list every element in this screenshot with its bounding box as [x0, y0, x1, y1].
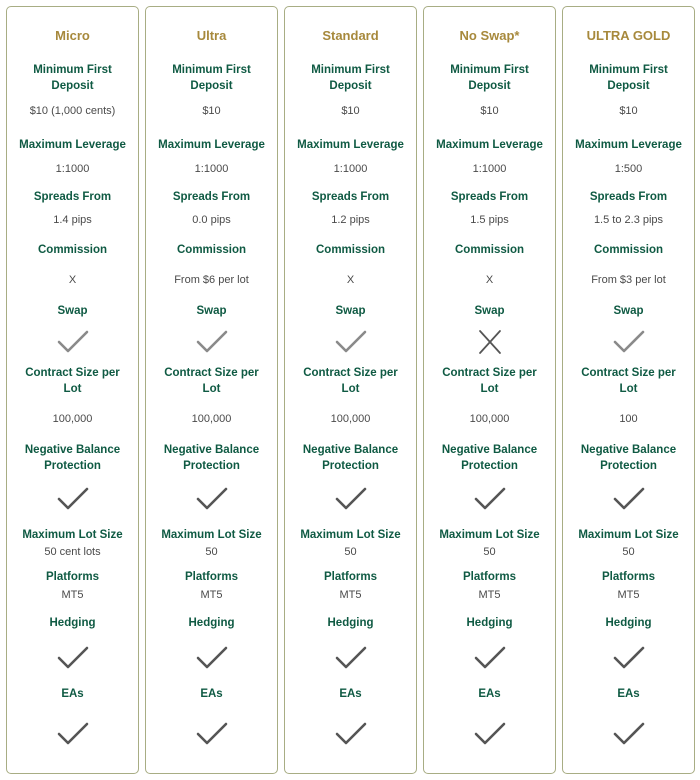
max-leverage-value: 1:1000	[55, 163, 90, 175]
max-leverage-value: 1:1000	[333, 163, 368, 175]
account-name: Ultra	[196, 28, 227, 43]
check-icon	[474, 644, 506, 672]
eas-label: EAs	[478, 688, 501, 700]
check-icon	[57, 644, 89, 672]
check-icon	[474, 720, 506, 748]
check-icon	[196, 644, 228, 672]
platforms-value: MT5	[617, 589, 640, 601]
eas-label: EAs	[339, 688, 362, 700]
check-icon	[196, 328, 228, 356]
contract-size-label: Contract Size per Lot	[303, 367, 398, 395]
max-leverage-label: Maximum Leverage	[436, 139, 543, 151]
platforms-value: MT5	[200, 589, 223, 601]
nbp-label: Negative Balance Protection	[302, 444, 399, 472]
account-card	[562, 6, 695, 774]
min-deposit-value: $10 (1,000 cents)	[29, 105, 116, 117]
spreads-value: 1.2 pips	[331, 214, 370, 226]
commission-value: X	[346, 274, 355, 286]
max-lot-value: 50	[344, 546, 357, 558]
max-leverage-label: Maximum Leverage	[297, 139, 404, 151]
contract-size-label: Contract Size per Lot	[581, 367, 676, 395]
spreads-value: 1.4 pips	[53, 214, 92, 226]
contract-size-value: 100	[619, 413, 638, 425]
max-lot-value: 50	[622, 546, 635, 558]
account-name: Micro	[55, 28, 90, 43]
max-leverage-label: Maximum Leverage	[575, 139, 682, 151]
commission-label: Commission	[454, 244, 524, 256]
nbp-label: Negative Balance Protection	[163, 444, 260, 472]
swap-label: Swap	[613, 305, 644, 317]
max-leverage-value: 1:500	[614, 163, 643, 175]
nbp-label: Negative Balance Protection	[24, 444, 121, 472]
max-leverage-label: Maximum Leverage	[19, 139, 126, 151]
account-name: ULTRA GOLD	[586, 28, 671, 43]
spreads-label: Spreads From	[589, 191, 668, 203]
spreads-value: 1.5 to 2.3 pips	[593, 214, 664, 226]
check-icon	[335, 720, 367, 748]
check-icon	[613, 485, 645, 513]
swap-label: Swap	[335, 305, 366, 317]
commission-label: Commission	[315, 244, 385, 256]
commission-value: From $3 per lot	[591, 274, 666, 286]
check-icon	[474, 485, 506, 513]
hedging-label: Hedging	[188, 617, 235, 629]
min-deposit-value: $10	[341, 105, 360, 117]
spreads-value: 0.0 pips	[192, 214, 231, 226]
platforms-value: MT5	[61, 589, 84, 601]
check-icon	[613, 328, 645, 356]
platforms-label: Platforms	[323, 571, 378, 583]
platforms-label: Platforms	[45, 571, 100, 583]
commission-value: X	[68, 274, 77, 286]
spreads-label: Spreads From	[172, 191, 251, 203]
account-card	[6, 6, 139, 774]
account-name: No Swap*	[459, 28, 520, 43]
commission-label: Commission	[176, 244, 246, 256]
max-lot-value: 50	[483, 546, 496, 558]
hedging-label: Hedging	[327, 617, 374, 629]
max-leverage-value: 1:1000	[194, 163, 229, 175]
eas-label: EAs	[61, 688, 84, 700]
min-deposit-value: $10	[202, 105, 221, 117]
swap-label: Swap	[196, 305, 227, 317]
min-deposit-label: Minimum First Deposit	[33, 64, 112, 92]
max-lot-label: Maximum Lot Size	[161, 529, 262, 541]
check-icon	[196, 720, 228, 748]
nbp-label: Negative Balance Protection	[580, 444, 677, 472]
swap-label: Swap	[474, 305, 505, 317]
commission-label: Commission	[593, 244, 663, 256]
max-leverage-value: 1:1000	[472, 163, 507, 175]
cross-icon	[474, 328, 506, 356]
commission-label: Commission	[37, 244, 107, 256]
min-deposit-value: $10	[619, 105, 638, 117]
account-name: Standard	[322, 28, 379, 43]
check-icon	[196, 485, 228, 513]
eas-label: EAs	[617, 688, 640, 700]
contract-size-label: Contract Size per Lot	[442, 367, 537, 395]
spreads-value: 1.5 pips	[470, 214, 509, 226]
max-lot-label: Maximum Lot Size	[439, 529, 540, 541]
contract-size-label: Contract Size per Lot	[25, 367, 120, 395]
platforms-value: MT5	[478, 589, 501, 601]
min-deposit-label: Minimum First Deposit	[450, 64, 529, 92]
max-lot-value: 50	[205, 546, 218, 558]
contract-size-label: Contract Size per Lot	[164, 367, 259, 395]
nbp-label: Negative Balance Protection	[441, 444, 538, 472]
max-lot-label: Maximum Lot Size	[300, 529, 401, 541]
max-leverage-label: Maximum Leverage	[158, 139, 265, 151]
check-icon	[335, 485, 367, 513]
check-icon	[613, 720, 645, 748]
contract-size-value: 100,000	[330, 413, 371, 425]
platforms-label: Platforms	[601, 571, 656, 583]
swap-label: Swap	[57, 305, 88, 317]
contract-size-value: 100,000	[469, 413, 510, 425]
account-card	[423, 6, 556, 774]
check-icon	[57, 328, 89, 356]
check-icon	[613, 644, 645, 672]
hedging-label: Hedging	[605, 617, 652, 629]
commission-value: X	[485, 274, 494, 286]
platforms-value: MT5	[339, 589, 362, 601]
hedging-label: Hedging	[466, 617, 513, 629]
platforms-label: Platforms	[184, 571, 239, 583]
commission-value: From $6 per lot	[174, 274, 249, 286]
contract-size-value: 100,000	[52, 413, 93, 425]
platforms-label: Platforms	[462, 571, 517, 583]
min-deposit-label: Minimum First Deposit	[589, 64, 668, 92]
check-icon	[335, 644, 367, 672]
max-lot-label: Maximum Lot Size	[22, 529, 123, 541]
account-card	[284, 6, 417, 774]
spreads-label: Spreads From	[33, 191, 112, 203]
spreads-label: Spreads From	[311, 191, 390, 203]
spreads-label: Spreads From	[450, 191, 529, 203]
hedging-label: Hedging	[49, 617, 96, 629]
check-icon	[57, 485, 89, 513]
min-deposit-value: $10	[480, 105, 499, 117]
min-deposit-label: Minimum First Deposit	[172, 64, 251, 92]
max-lot-label: Maximum Lot Size	[578, 529, 679, 541]
account-card	[145, 6, 278, 774]
contract-size-value: 100,000	[191, 413, 232, 425]
check-icon	[335, 328, 367, 356]
min-deposit-label: Minimum First Deposit	[311, 64, 390, 92]
check-icon	[57, 720, 89, 748]
eas-label: EAs	[200, 688, 223, 700]
max-lot-value: 50 cent lots	[44, 546, 101, 558]
